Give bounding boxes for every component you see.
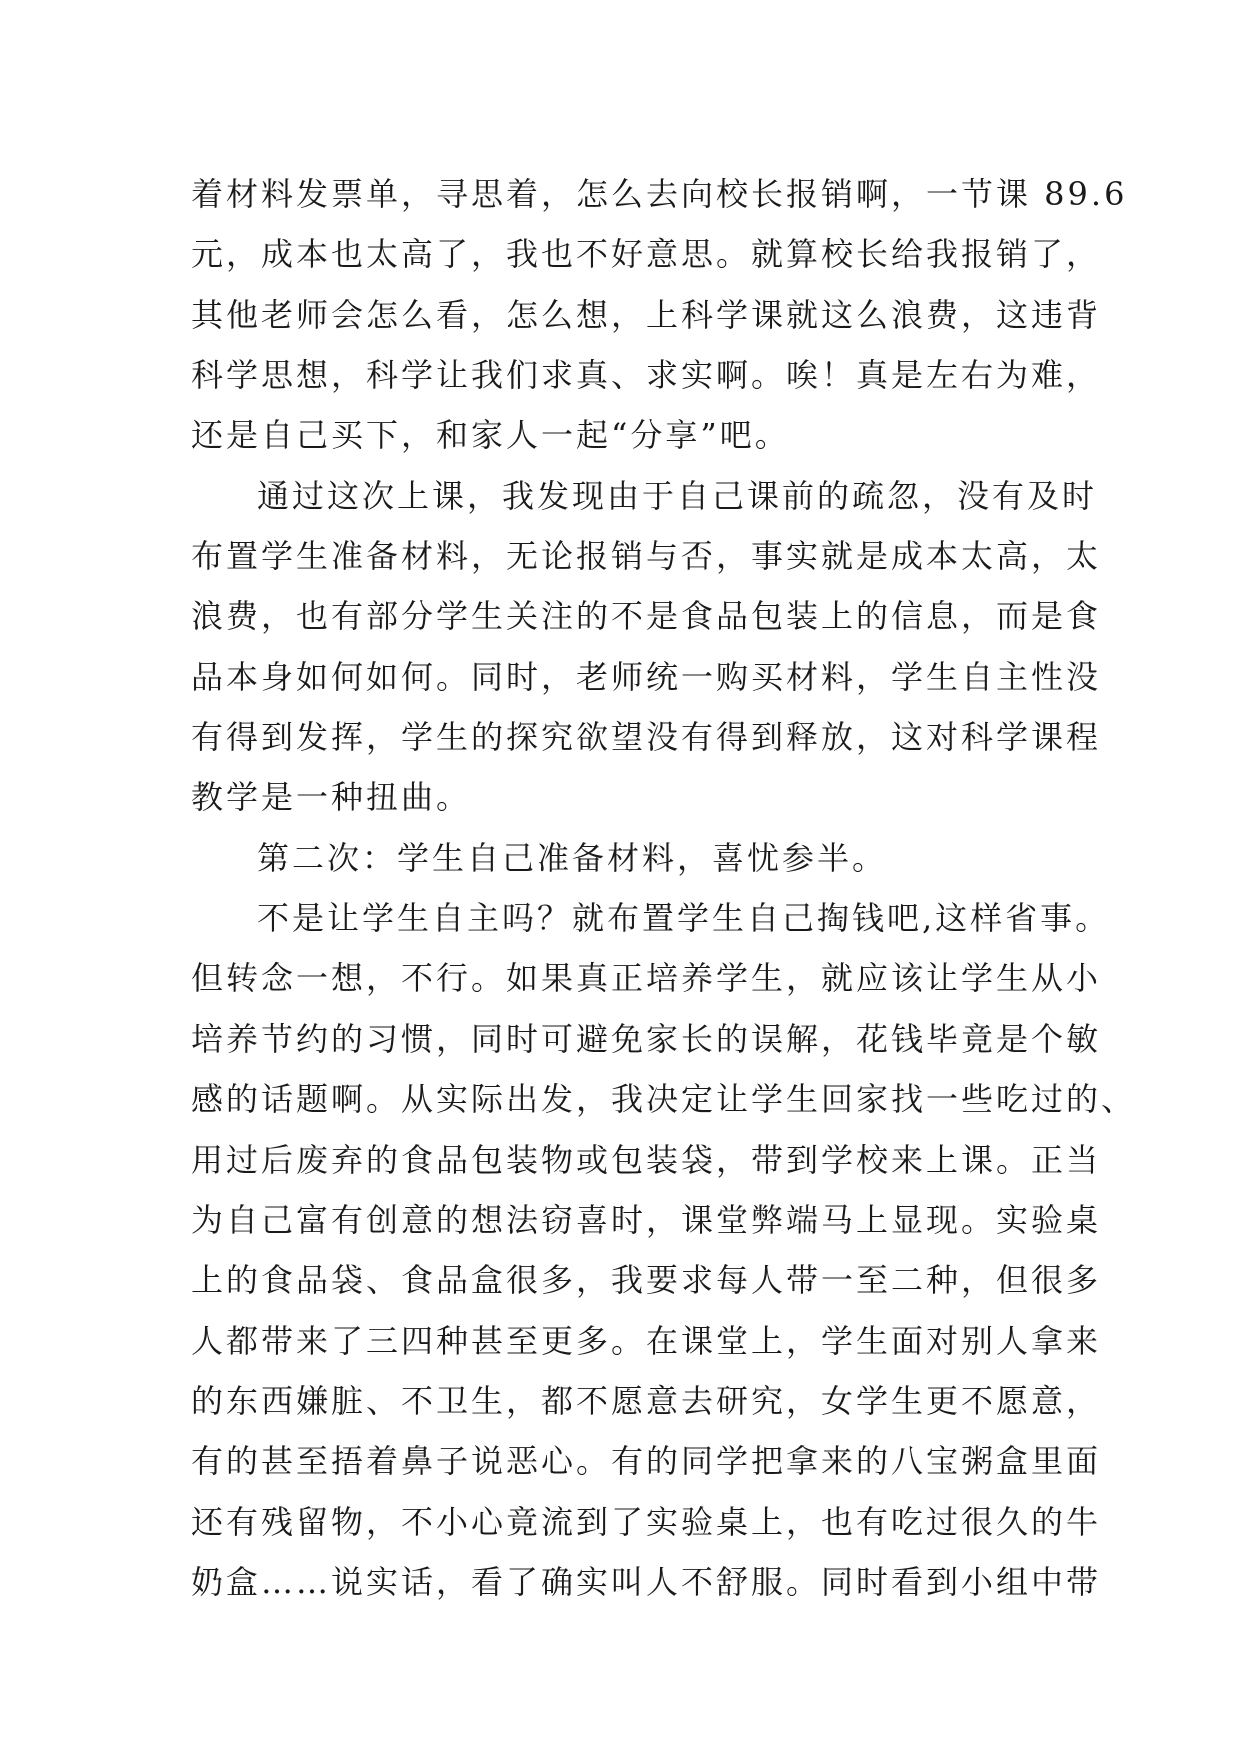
text-line: 感的话题啊。从实际出发，我决定让学生回家找一些吃过的、 [191, 1080, 1137, 1119]
text-line: 上的食品袋、食品盒很多，我要求每人带一至二种，但很多 [191, 1261, 1102, 1300]
text-line: 奶盒……说实话，看了确实叫人不舒服。同时看到小组中带 [191, 1562, 1102, 1601]
text-line: 还是自己买下，和家人一起“分享”吧。 [191, 416, 790, 455]
text-line: 用过后废弃的食品包装物或包装袋，带到学校来上课。正当 [191, 1140, 1102, 1179]
text-line: 的东西嫌脏、不卫生，都不愿意去研究，女学生更不愿意， [191, 1381, 1102, 1420]
text-line: 但转念一想，不行。如果真正培养学生，就应该让学生从小 [191, 959, 1102, 998]
paragraph-start-line: 通过这次上课，我发现由于自己课前的疏忽，没有及时 [257, 476, 1098, 515]
text-line: 有的甚至捂着鼻子说恶心。有的同学把拿来的八宝粥盒里面 [191, 1442, 1102, 1481]
text-line: 浪费，也有部分学生关注的不是食品包装上的信息，而是食 [191, 597, 1102, 636]
text-line: 品本身如何如何。同时，老师统一购买材料，学生自主性没 [191, 657, 1102, 696]
section-heading-line: 第二次：学生自己准备材料，喜忧参半。 [257, 838, 888, 877]
text-line: 科学思想，科学让我们求真、求实啊。唉！真是左右为难， [191, 356, 1102, 395]
text-line: 为自己富有创意的想法窃喜时，课堂弊端马上显现。实验桌 [191, 1200, 1102, 1239]
text-line: 培养节约的习惯，同时可避免家长的误解，花钱毕竟是个敏 [191, 1019, 1102, 1058]
paragraph-start-line: 不是让学生自主吗？就布置学生自己掏钱吧,这样省事。 [257, 899, 1111, 938]
text-line: 着材料发票单，寻思着，怎么去向校长报销啊，一节课 89.6 [191, 175, 1128, 213]
text-line: 人都带来了三四种甚至更多。在课堂上，学生面对别人拿来 [191, 1321, 1102, 1360]
text-line: 教学是一种扭曲。 [191, 778, 472, 817]
text-line: 元，成本也太高了，我也不好意思。就算校长给我报销了， [191, 235, 1102, 274]
text-line: 其他老师会怎么看，怎么想，上科学课就这么浪费，这违背 [191, 295, 1102, 334]
body-text [191, 164, 1137, 1612]
text-line: 布置学生准备材料，无论报销与否，事实就是成本太高，太 [191, 537, 1102, 576]
text-line: 还有残留物，不小心竟流到了实验桌上，也有吃过很久的牛 [191, 1502, 1102, 1541]
text-line: 有得到发挥，学生的探究欲望没有得到释放，这对科学课程 [191, 718, 1102, 757]
